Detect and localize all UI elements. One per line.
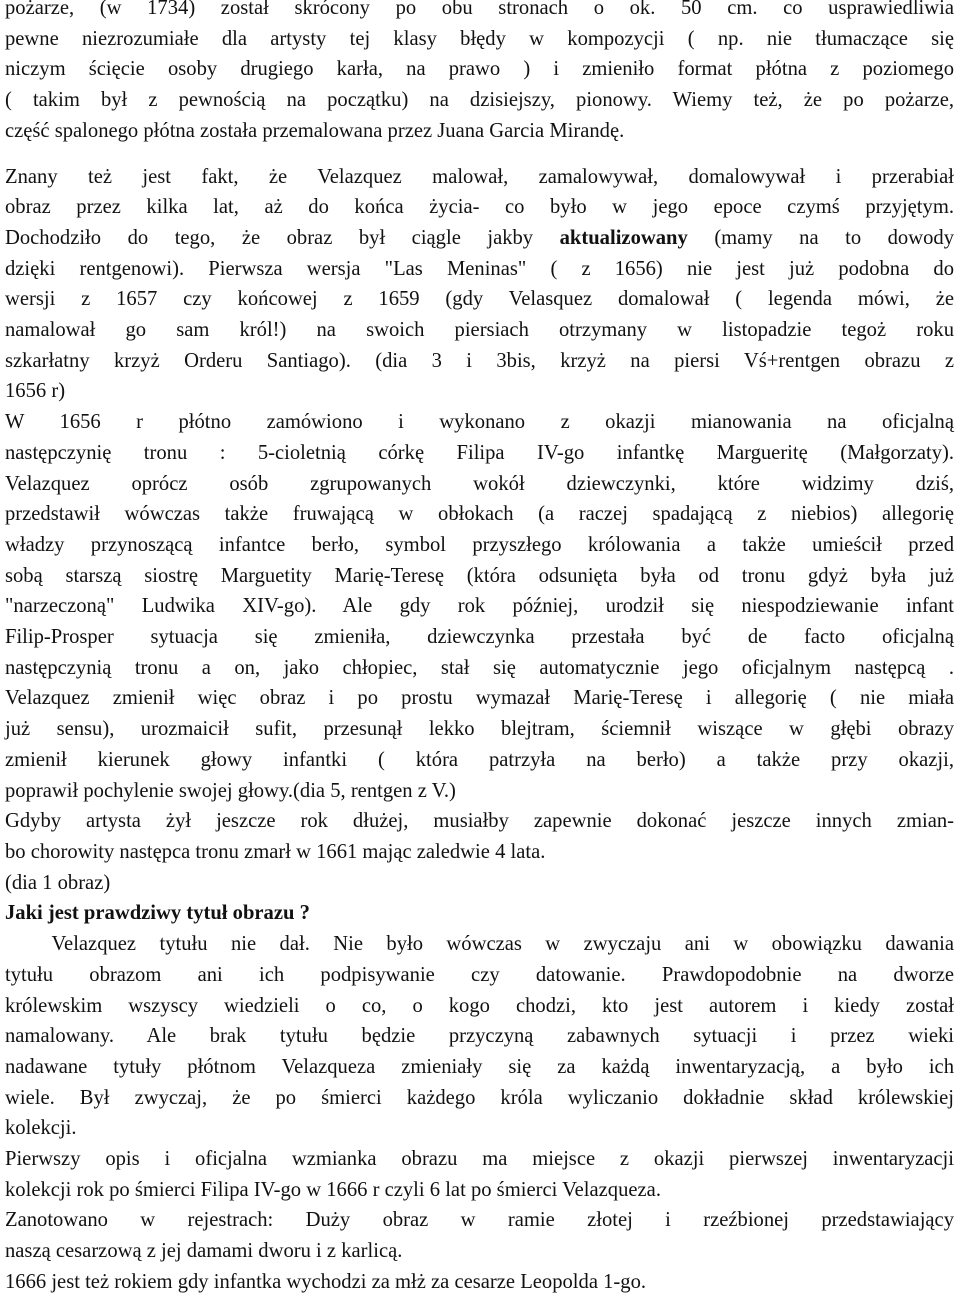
text-line: władzy przynoszącą infantce berło, symbol przyszłego królowania a także umieścił przed <box>5 533 954 556</box>
text-line: Velazquez oprócz osób zgrupowanych wokół dziewczynki, które widzimy dziś, <box>5 472 954 495</box>
text-line: kolekcji rok po śmierci Filipa IV-go w 1666 r czyli 6 lat po śmierci Velazqueza. <box>5 1178 661 1201</box>
paragraph-title <box>5 929 954 1297</box>
text-line: pożarze, (w 1734) został skrócony po obu stronach o ok. 50 cm. co usprawiedliwia <box>5 0 954 19</box>
text-line: poprawił pochylenie swojej głowy.(dia 5, rentgen z V.) <box>5 779 456 802</box>
section-heading: Jaki jest prawdziwy tytuł obrazu ? <box>5 902 310 925</box>
text-line: 1656 r) <box>5 380 66 403</box>
text-line: sobą starszą siostrę Marguetity Marię-Teresę (która odsunięta była od tronu gdyż była już <box>5 564 954 587</box>
text-line-with-emphasis <box>5 223 954 254</box>
text-line: (dia 1 obraz) <box>5 871 111 894</box>
text-line: niczym ścięcie osoby drugiego karła, na prawo ) i zmieniło format płótna z poziomego <box>5 58 954 81</box>
paragraph-versions <box>5 162 954 408</box>
text-line: Pierwszy opis i oficjalna wzmianka obrazu ma miejsce z okazji pierwszej inwentaryzacji <box>5 1148 954 1171</box>
text-line: Velazquez zmienił więc obraz i po prostu wymazał Marię-Teresę i allegorię ( nie miała <box>5 687 954 710</box>
paragraph-gap <box>5 147 954 162</box>
text-line: dzięki rentgenowi). Pierwsza wersja "Las Meninas" ( z 1656) nie jest już podobna do <box>5 257 954 280</box>
text-line: Filip-Prosper sytuacja się zmieniła, dziewczynka przestała być de facto oficjalną <box>5 626 954 649</box>
text-line: przedstawił wówczas także fruwającą w obłokach (a raczej spadającą z niebios) allegorię <box>5 503 954 526</box>
text-line: zmienił kierunek głowy infantki ( która patrzyła na berło) a także przy okazji, <box>5 748 954 771</box>
paragraph-fire <box>5 0 954 147</box>
text-line: obraz przez kilka lat, aż do końca życia- co było w jego epoce czymś przyjętym. <box>5 196 954 219</box>
text-line: nadawane tytuły płótnom Velazqueza zmieniały się za każdą inwentaryzacją, a było ich <box>5 1055 954 1078</box>
text-line: już sensu), urozmaicił sufit, przesunął lekko blejtram, ściemnił wiszące w głębi obrazy <box>5 718 954 741</box>
text-line: "narzeczoną" Ludwika XIV-go). Ale gdy rok później, urodził się niespodziewanie infant <box>5 595 954 618</box>
text-line: Gdyby artysta żył jeszcze rok dłużej, musiałby zapewnie dokonać jeszcze innych zmian- <box>5 810 954 833</box>
text-line: 1666 jest też rokiem gdy infantka wychodzi za młż za cesarze Leopolda 1-go. <box>5 1270 647 1293</box>
text-line: W 1656 r płótno zamówiono i wykonano z okazji mianowania na oficjalną <box>5 411 954 434</box>
text-line: część spalonego płótna została przemalowana przez Juana Garcia Mirandę. <box>5 119 625 142</box>
text-line: tytułu obrazom ani ich podpisywanie czy datowanie. Prawdopodobnie na dworze <box>5 963 954 986</box>
text-line: namalowany. Ale brak tytułu będzie przyczyną zabawnych sytuacji i przez wieki <box>5 1025 954 1048</box>
text-line: królewskim wszyscy wiedzieli o co, o kogo chodzi, kto jest autorem i kiedy został <box>5 994 954 1017</box>
paragraph-history <box>5 407 954 898</box>
text-line: Velazquez tytułu nie dał. Nie było wówczas w zwyczaju ani w obowiązku dawania <box>51 933 954 956</box>
text-segment: (mamy na to dowody <box>714 226 954 249</box>
text-line: Znany też jest fakt, że Velazquez malował, zamalowywał, domalowywał i przerabiał <box>5 165 954 188</box>
section-heading-block <box>5 898 954 929</box>
text-line: ( takim był z pewnością na początku) na dzisiejszy, pionowy. Wiemy też, że po pożarze, <box>5 89 954 112</box>
text-line: pewne niezrozumiałe dla artysty tej klasy błędy w kompozycji ( np. nie tłumaczące się <box>5 27 954 50</box>
text-line: szkarłatny krzyż Orderu Santiago). (dia 3 i 3bis, krzyż na piersi Vś+rentgen obrazu z <box>5 349 954 372</box>
text-line: wiele. Był zwyczaj, że po śmierci każdego króla wyliczanio dokładnie skład królewskiej <box>5 1086 954 1109</box>
text-line: następczynią tronu a on, jako chłopiec, stał się automatycznie jego oficjalnym następcą . <box>5 656 954 679</box>
text-line: wersji z 1657 czy końcowej z 1659 (gdy Velasquez domalował ( legenda mówi, że <box>5 288 954 311</box>
text-line: naszą cesarzową z jej damami dworu i z karlicą. <box>5 1240 403 1263</box>
text-segment: Dochodziło do tego, że obraz był ciągle jakby <box>5 226 534 249</box>
emphasis-aktualizowany: aktualizowany <box>559 226 688 249</box>
text-line: namalował go sam król!) na swoich piersiach otrzymany w listopadzie tegoż roku <box>5 319 954 342</box>
text-line: Zanotowano w rejestrach: Duży obraz w ramie złotej i rzeźbionej przedstawiający <box>5 1209 954 1232</box>
text-line: kolekcji. <box>5 1117 77 1140</box>
text-line: następczynię tronu : 5-cioletnią córkę Filipa IV-go infantkę Margueritę (Małgorzaty). <box>5 441 954 464</box>
text-line: bo chorowity następca tronu zmarł w 1661 mając zaledwie 4 lata. <box>5 840 546 863</box>
